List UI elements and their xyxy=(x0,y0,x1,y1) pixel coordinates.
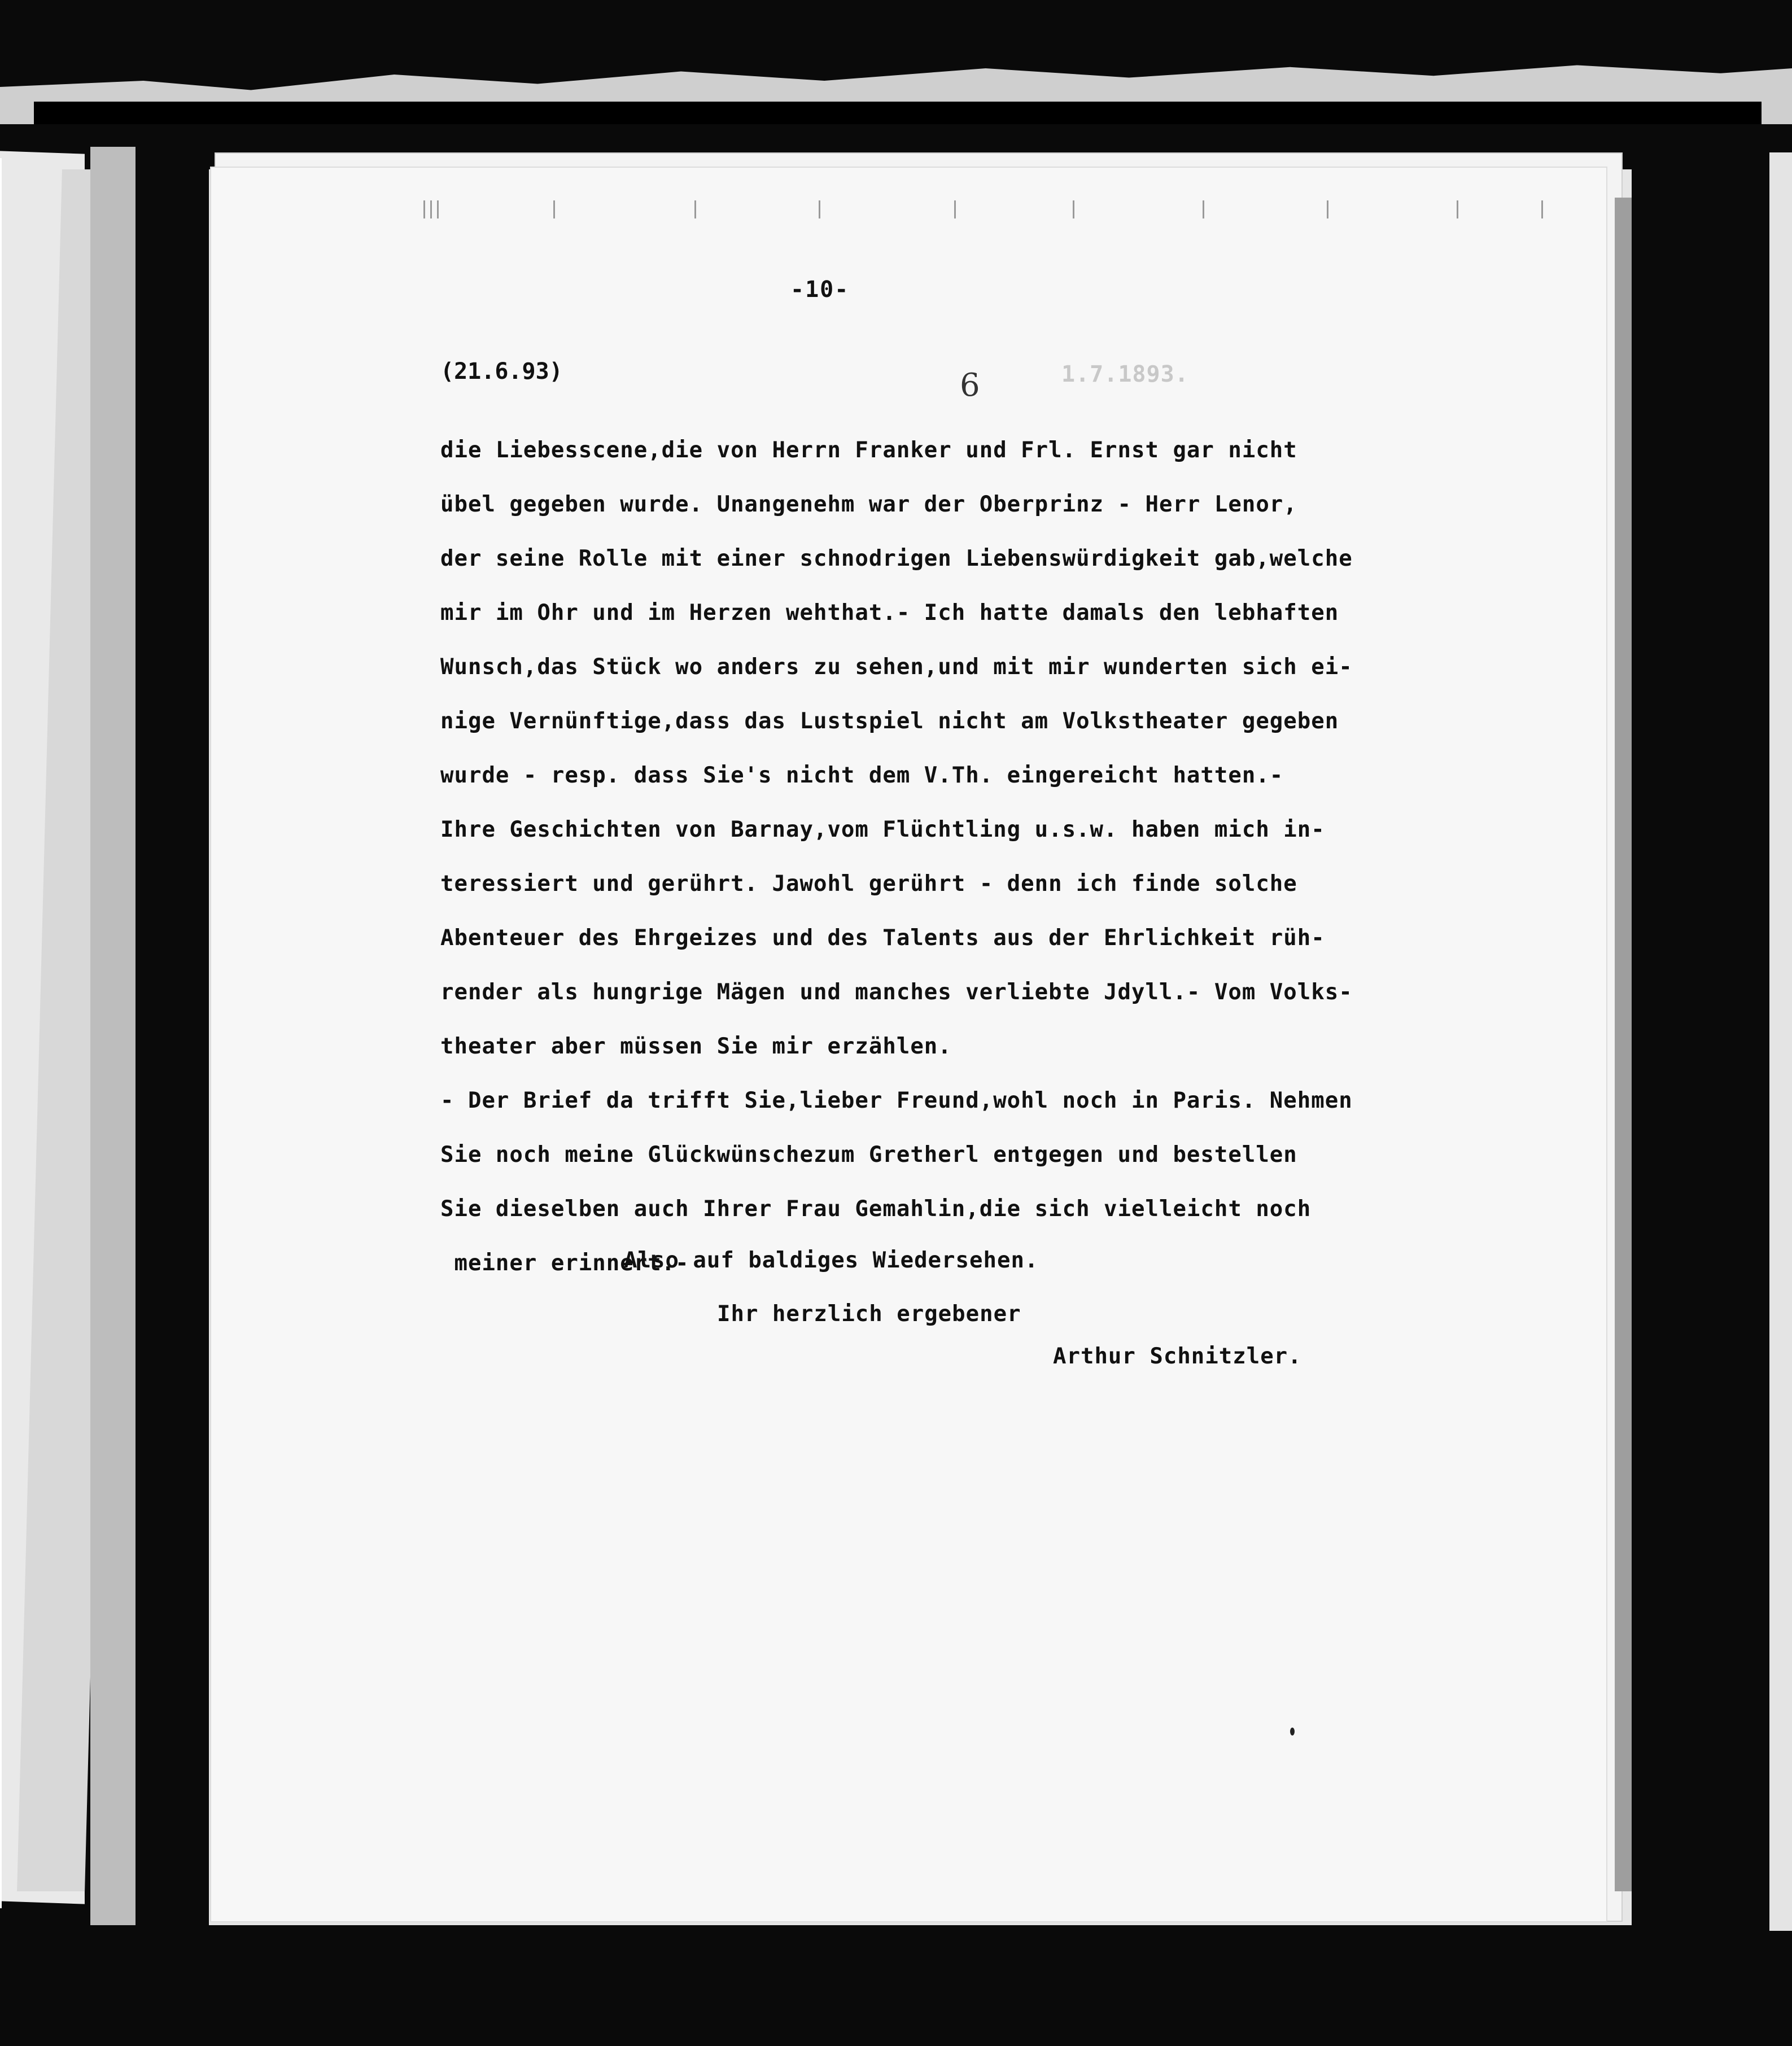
text-line: teressiert und gerührt. Jawohl gerührt - denn ich finde solche xyxy=(440,871,1297,897)
page-stack-right-edge xyxy=(1615,198,1632,1891)
text-line: - Der Brief da trifft Sie,lieber Freund,wohl noch in Paris. Nehmen xyxy=(440,1088,1353,1113)
letter-date: (21.6.93) xyxy=(440,359,563,384)
ink-spot xyxy=(1290,1728,1295,1735)
punch-marks xyxy=(423,200,1553,223)
signature: Arthur Schnitzler. xyxy=(1053,1344,1302,1369)
left-sheet-edge xyxy=(90,147,136,1925)
page-number: -10- xyxy=(790,277,850,303)
text-line: Sie noch meine Glückwünschezum Gretherl entgegen und bestellen xyxy=(440,1142,1297,1168)
text-line: wurde - resp. dass Sie's nicht dem V.Th. eingereicht hatten.- xyxy=(440,763,1284,788)
text-line: Wunsch,das Stück wo anders zu sehen,und mit mir wunderten sich ei- xyxy=(440,654,1353,680)
text-line: mir im Ohr und im Herzen wehthat.- Ich hatte damals den lebhaften xyxy=(440,600,1339,626)
text-line: der seine Rolle mit einer schnodrigen Liebenswürdigkeit gab,welche xyxy=(440,546,1353,571)
right-sheet-edge xyxy=(1769,152,1792,1931)
left-edge-strip xyxy=(0,158,2,1908)
text-line: Ihre Geschichten von Barnay,vom Flüchtling u.s.w. haben mich in- xyxy=(440,817,1325,842)
closing-regards: Ihr herzlich ergebener xyxy=(717,1301,1021,1327)
text-line: nige Vernünftige,dass das Lustspiel nicht am Volkstheater gegeben xyxy=(440,709,1339,734)
letter-body xyxy=(440,423,1468,1291)
text-line: Sie dieselben auch Ihrer Frau Gemahlin,die sich vielleicht noch xyxy=(440,1196,1312,1222)
backing-gap xyxy=(34,102,1762,124)
text-line: übel gegeben wurde. Unangenehm war der Oberprinz - Herr Lenor, xyxy=(440,492,1297,517)
text-line: Abenteuer des Ehrgeizes und des Talents aus der Ehrlichkeit rüh- xyxy=(440,925,1325,951)
text-line: meiner erinnert.- xyxy=(440,1251,689,1276)
text-line: die Liebesscene,die von Herrn Franker und Frl. Ernst gar nicht xyxy=(440,438,1297,463)
text-line: theater aber müssen Sie mir erzählen. xyxy=(440,1034,952,1059)
handwritten-margin-mark: 6 xyxy=(960,367,980,404)
closing-farewell: Also auf baldiges Wiedersehen. xyxy=(624,1248,1039,1273)
text-line: render als hungrige Mägen und manches verliebte Jdyll.- Vom Volks- xyxy=(440,980,1353,1005)
bleed-through-date: 1.7.1893. xyxy=(1061,361,1189,387)
